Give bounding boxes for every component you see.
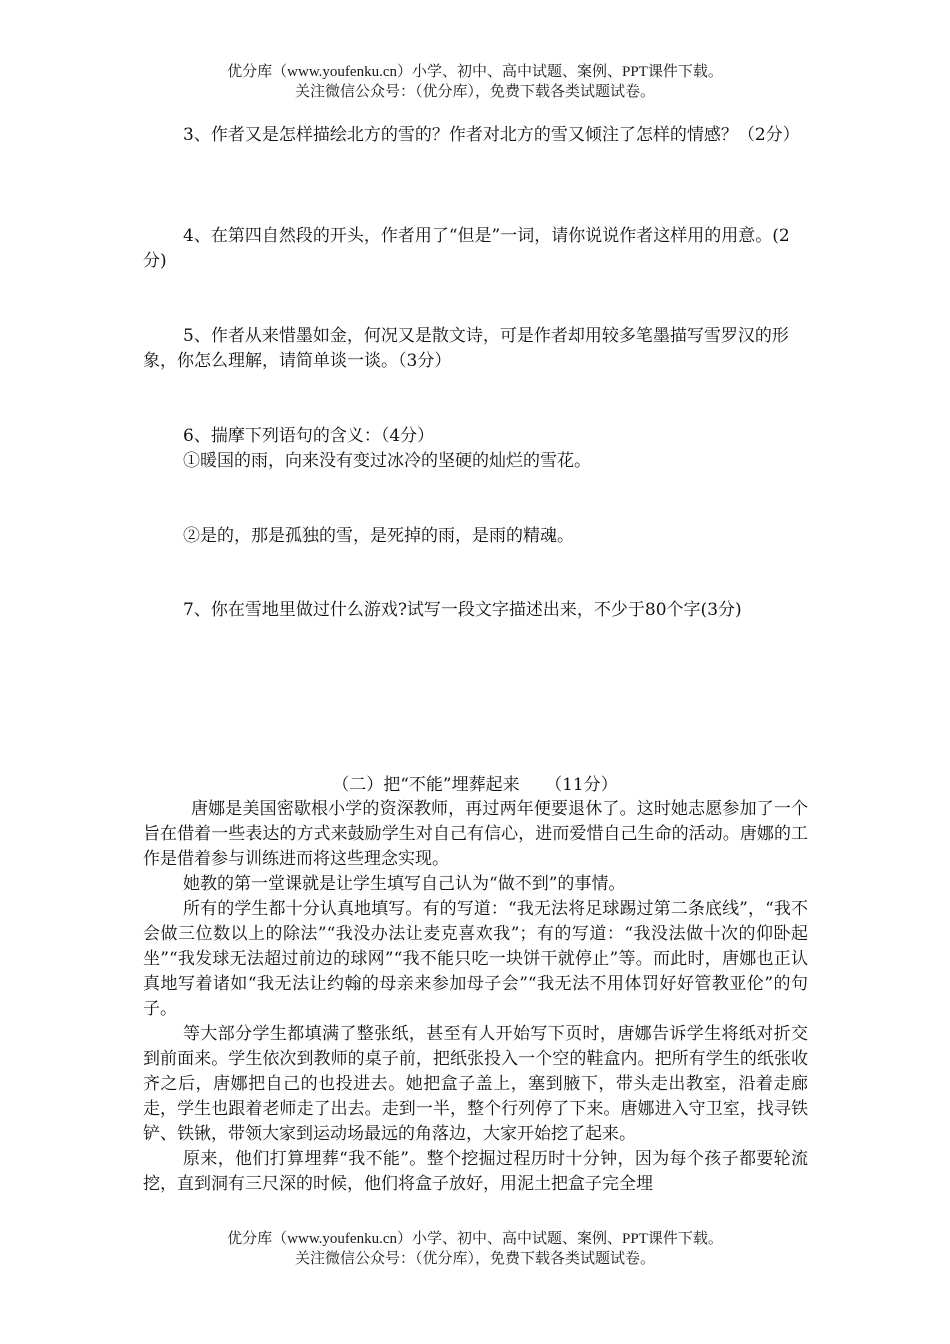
- question-4: [143, 224, 808, 274]
- header-line-2: 关注微信公众号：（优分库），免费下载各类试题试卷。: [294, 84, 655, 100]
- footer-line-2: 关注微信公众号：（优分库），免费下载各类试题试卷。: [294, 1251, 655, 1267]
- footer-line-1: 优分库（www.youfenku.cn）小学、初中、高中试题、案例、PPT课件下载。: [227, 1231, 723, 1247]
- question-3: [143, 123, 808, 148]
- passage-paragraph-2: 她教的第一堂课就是让学生填写自己认为“做不到”的事情。: [183, 874, 626, 894]
- question-6-sentence-1: ①暖国的雨，向来没有变过冰冷的坚硬的灿烂的雪花。: [183, 451, 591, 471]
- passage-paragraph-1: 唐娜是美国密歇根小学的资深教师，再过两年便要退休了。这时她志愿参加了一个旨在借着一些表达的方式来鼓励学生对自己有信心，进而爱惜自己生命的活动。唐娜的工作是借着参与训练进而将这些理念实现。: [143, 799, 808, 869]
- page-header: [0, 62, 950, 102]
- passage-paragraph-3: 所有的学生都十分认真地填写。有的写道：“我无法将足球踢过第二条底线”，“我不会做三位数以上的除法”“我没办法让麦克喜欢我”；有的写道：“我没法做十次的仰卧起坐”“我发球无法超过前边的球网”“我不能只吃一块饼干就停止”等。而此时，唐娜也正认真地写着诸如“我无法让约翰的母亲来参加母子会”“我无法不用体罚好好管教亚伦”的句子。: [143, 899, 808, 1019]
- section-2-title: （二）把“不能”埋葬起来 （11分）: [332, 775, 618, 795]
- question-5-text: 5、作者从来惜墨如金，何况又是散文诗，可是作者却用较多笔墨描写雪罗汉的形象，你怎么理解，请简单谈一谈。（3分）: [143, 326, 789, 371]
- question-7: [143, 598, 808, 623]
- passage-paragraph-5: 原来，他们打算埋葬“我不能”。整个挖掘过程历时十分钟，因为每个孩子都要轮流挖，直到洞有三尺深的时候，他们将盒子放好，用泥土把盒子完全埋: [143, 1149, 808, 1194]
- question-6: [143, 424, 808, 474]
- question-6-text: 6、揣摩下列语句的含义：（4分）: [183, 426, 435, 446]
- question-5: [143, 324, 808, 374]
- page-footer: [0, 1229, 950, 1269]
- question-3-text: 3、作者又是怎样描绘北方的雪的？作者对北方的雪又倾注了怎样的情感？（2分）: [183, 125, 800, 145]
- reading-passage: [143, 797, 808, 1197]
- question-4-text: 4、在第四自然段的开头，作者用了“但是”一词，请你说说作者这样用的用意。(2分): [143, 226, 790, 271]
- question-7-text: 7、你在雪地里做过什么游戏?试写一段文字描述出来，不少于80个字(3分): [183, 600, 742, 620]
- passage-paragraph-4: 等大部分学生都填满了整张纸，甚至有人开始写下页时，唐娜告诉学生将纸对折交到前面来。学生依次到教师的桌子前，把纸张投入一个空的鞋盒内。把所有学生的纸张收齐之后，唐娜把自己的也投进去。她把盒子盖上，塞到腋下，带头走出教室，沿着走廊走，学生也跟着老师走了出去。走到一半，整个行列停了下来。唐娜进入守卫室，找寻铁铲、铁锹，带领大家到运动场最远的角落边，大家开始挖了起来。: [143, 1024, 808, 1144]
- question-6-sentence-2: ②是的，那是孤独的雪，是死掉的雨，是雨的精魂。: [183, 526, 574, 546]
- header-line-1: 优分库（www.youfenku.cn）小学、初中、高中试题、案例、PPT课件下载。: [227, 64, 723, 80]
- question-6-part-2: [143, 524, 808, 549]
